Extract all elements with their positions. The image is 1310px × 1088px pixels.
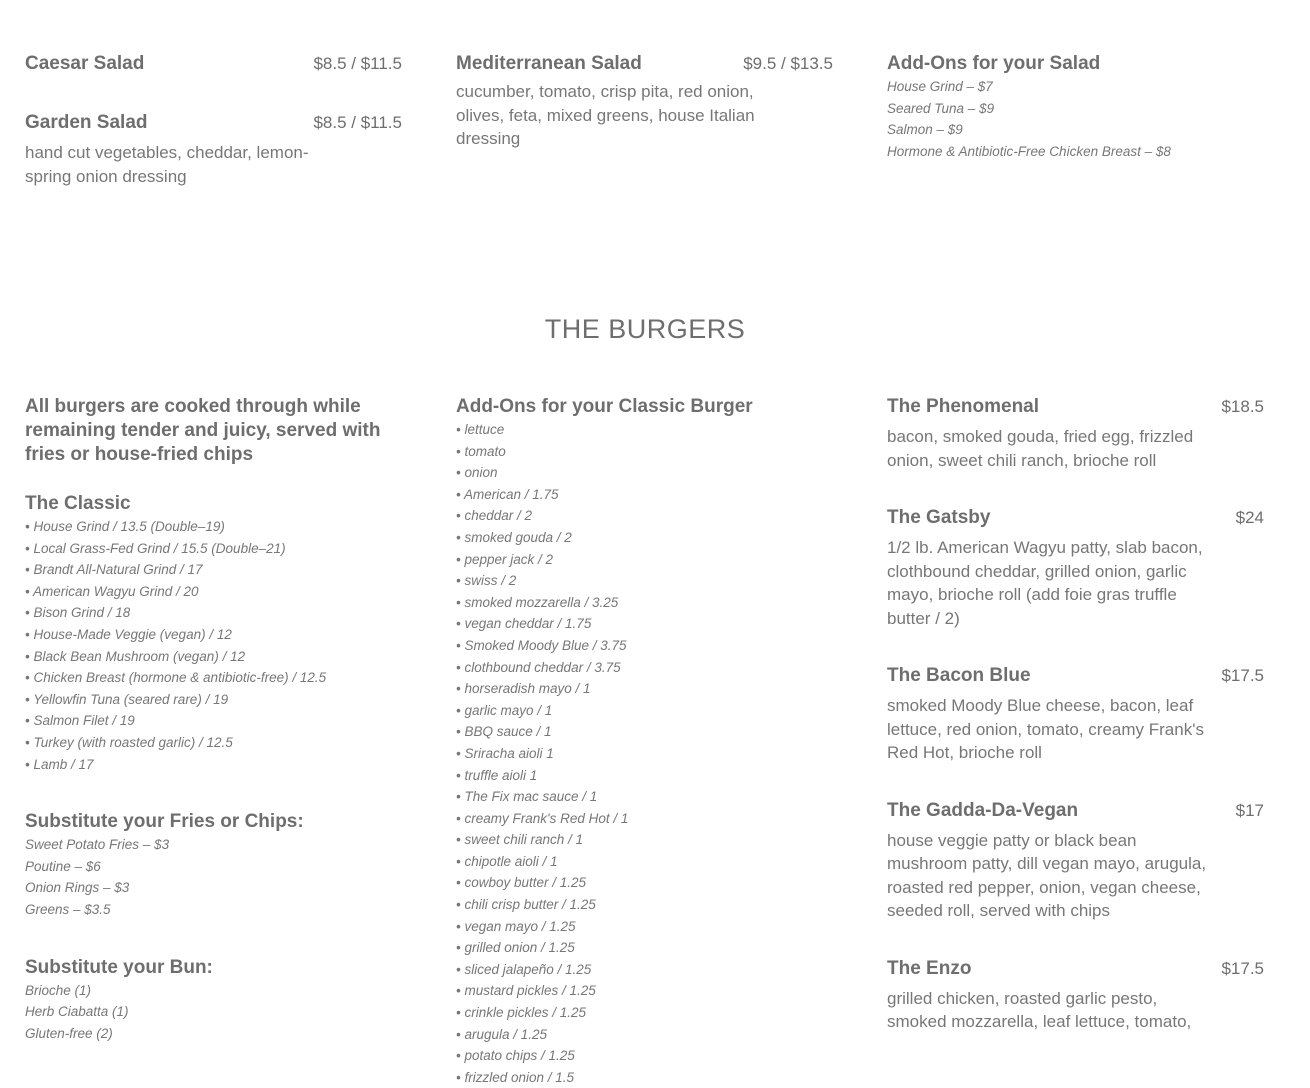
item-name: The Gatsby (887, 507, 991, 528)
list-item: • House Grind / 13.5 (Double–19) (25, 519, 225, 534)
item-name: The Bacon Blue (887, 665, 1031, 686)
list-item: • Sriracha aioli 1 (456, 745, 554, 761)
bun-substitute (25, 956, 402, 1045)
list-item: Poutine – $6 (25, 858, 101, 874)
list-item: Gluten-free (2) (25, 1025, 113, 1041)
list-item: • Black Bean Mushroom (vegan) / 12 (25, 648, 246, 664)
list-item: Hormone & Antibiotic-Free Chicken Breast – $8 (887, 143, 1171, 159)
item-name: The Enzo (887, 957, 972, 979)
burger-special (887, 799, 1264, 923)
list-item: • American Wagyu Grind / 20 (25, 583, 199, 599)
list-item: Seared Tuna – $9 (887, 100, 995, 116)
list-item: • pepper jack / 2 (456, 551, 554, 567)
list-item: • vegan cheddar / 1.75 (456, 616, 592, 632)
burger-special (887, 506, 1264, 630)
salad-column-2 (456, 52, 833, 186)
burger-special (887, 664, 1264, 765)
item-price: $18.5 (1221, 397, 1264, 416)
list-item: Sweet Potato Fries – $3 (25, 837, 170, 853)
item-price: $17 (1235, 800, 1264, 820)
list-item: Salmon – $9 (887, 122, 963, 138)
list-item: • cheddar / 2 (456, 508, 533, 524)
list-item: House Grind – $7 (887, 79, 993, 94)
fries-substitute (25, 810, 402, 920)
list-item: • American / 1.75 (456, 486, 559, 502)
list-item: • lettuce (456, 422, 505, 437)
list-item: • The Fix mac sauce / 1 (456, 789, 598, 805)
item-price: $24 (1235, 508, 1264, 527)
salad-column-1 (25, 52, 402, 223)
bun-title: Substitute your Bun: (25, 956, 213, 978)
fries-title: Substitute your Fries or Chips: (25, 811, 304, 833)
burger-addons-column (456, 395, 833, 1088)
burger-special (887, 395, 1264, 472)
burger-addons-title: Add-Ons for your Classic Burger (456, 396, 753, 417)
item-description: 1/2 lb. American Wagyu patty, slab bacon, clothbound cheddar, grilled onion, garlic mayo, brioche roll (add foie gras truffle butter / 2) (887, 538, 1203, 628)
list-item: • cowboy butter / 1.25 (456, 875, 587, 891)
list-item: • Chicken Breast (hormone & antibiotic-free) / 12.5 (25, 670, 327, 686)
list-item: • smoked mozzarella / 3.25 (456, 594, 619, 610)
item-price: $8.5 / $11.5 (313, 113, 402, 132)
list-item: • Smoked Moody Blue / 3.75 (456, 637, 627, 653)
item-price: $8.5 / $11.5 (313, 54, 402, 73)
list-item: • House-Made Veggie (vegan) / 12 (25, 626, 232, 642)
burger-addons-list (456, 419, 833, 1088)
burger-intro: All burgers are cooked through while remaining tender and juicy, served with fries or house-fried chips (25, 396, 381, 465)
menu-item (25, 111, 402, 188)
list-item: • potato chips / 1.25 (456, 1048, 575, 1064)
item-description: house veggie patty or black bean mushroom patty, dill vegan mayo, arugula, roasted red pepper, onion, vegan cheese, seeded roll, served with chips (887, 830, 1207, 920)
list-item: • Turkey (with roasted garlic) / 12.5 (25, 734, 233, 750)
classic-options (25, 516, 402, 775)
list-item: • sliced jalapeño / 1.25 (456, 961, 592, 977)
list-item: • grilled onion / 1.25 (456, 940, 575, 956)
item-price: $9.5 / $13.5 (743, 54, 833, 73)
burger-info-column (25, 395, 402, 1079)
list-item: Greens – $3.5 (25, 901, 111, 917)
burger-special (887, 957, 1264, 1034)
list-item: • mustard pickles / 1.25 (456, 983, 596, 999)
item-name: Mediterranean Salad (456, 53, 642, 74)
salad-addons (887, 52, 1264, 162)
menu-item (456, 52, 833, 151)
classic-title: The Classic (25, 493, 131, 514)
item-description: grilled chicken, roasted garlic pesto, smoked mozzarella, leaf lettuce, tomato, (887, 988, 1192, 1031)
list-item: • crinkle pickles / 1.25 (456, 1005, 587, 1021)
list-item: • BBQ sauce / 1 (456, 724, 552, 740)
item-price: $17.5 (1221, 666, 1264, 685)
list-item: • vegan mayo / 1.25 (456, 918, 576, 934)
item-price: $17.5 (1221, 958, 1264, 978)
list-item: • Bison Grind / 18 (25, 605, 131, 621)
item-name: Garden Salad (25, 112, 148, 133)
list-item: Onion Rings – $3 (25, 880, 130, 896)
list-item: • garlic mayo / 1 (456, 702, 553, 718)
list-item: • onion (456, 465, 498, 481)
list-item: • tomato (456, 443, 506, 459)
item-name: The Phenomenal (887, 396, 1040, 417)
item-name: Caesar Salad (25, 53, 145, 74)
list-item: • Local Grass-Fed Grind / 15.5 (Double–21) (25, 540, 286, 556)
list-item: • Brandt All-Natural Grind / 17 (25, 562, 203, 578)
classic-burger (25, 492, 402, 775)
bun-options (25, 980, 402, 1045)
item-name: The Gadda-Da-Vegan (887, 799, 1079, 821)
list-item: • clothbound cheddar / 3.75 (456, 659, 621, 675)
item-description: hand cut vegetables, cheddar, lemon-spring onion dressing (25, 143, 309, 186)
list-item: • truffle aioli 1 (456, 767, 538, 783)
list-item: • frizzled onion / 1.5 (456, 1069, 575, 1085)
list-item: Brioche (1) (25, 982, 92, 998)
list-item: • arugula / 1.25 (456, 1026, 548, 1042)
list-item: • creamy Frank's Red Hot / 1 (456, 810, 629, 826)
list-item: Herb Ciabatta (1) (25, 1004, 129, 1020)
list-item: • sweet chili ranch / 1 (456, 832, 584, 848)
list-item: • chipotle aioli / 1 (456, 853, 558, 869)
item-description: smoked Moody Blue cheese, bacon, leaf lettuce, red onion, tomato, creamy Frank's Red Hot, brioche roll (887, 696, 1204, 762)
item-description: bacon, smoked gouda, fried egg, frizzled onion, sweet chili ranch, brioche roll (887, 427, 1194, 470)
list-item: • swiss / 2 (456, 573, 517, 589)
list-item: • Lamb / 17 (25, 756, 94, 772)
salad-addons-list (887, 76, 1264, 162)
list-item: • Salmon Filet / 19 (25, 713, 135, 729)
list-item: • horseradish mayo / 1 (456, 681, 591, 697)
section-title: THE BURGERS (544, 314, 746, 344)
menu-item (25, 52, 402, 76)
list-item: • Yellowfin Tuna (seared rare) / 19 (25, 691, 229, 707)
salad-addons-title: Add-Ons for your Salad (887, 53, 1101, 74)
burger-specials-column (887, 395, 1264, 1068)
list-item: • chili crisp butter / 1.25 (456, 897, 596, 913)
fries-options (25, 834, 402, 920)
list-item: • smoked gouda / 2 (456, 529, 572, 545)
item-description: cucumber, tomato, crisp pita, red onion, olives, feta, mixed greens, house Italian dressing (456, 82, 755, 148)
